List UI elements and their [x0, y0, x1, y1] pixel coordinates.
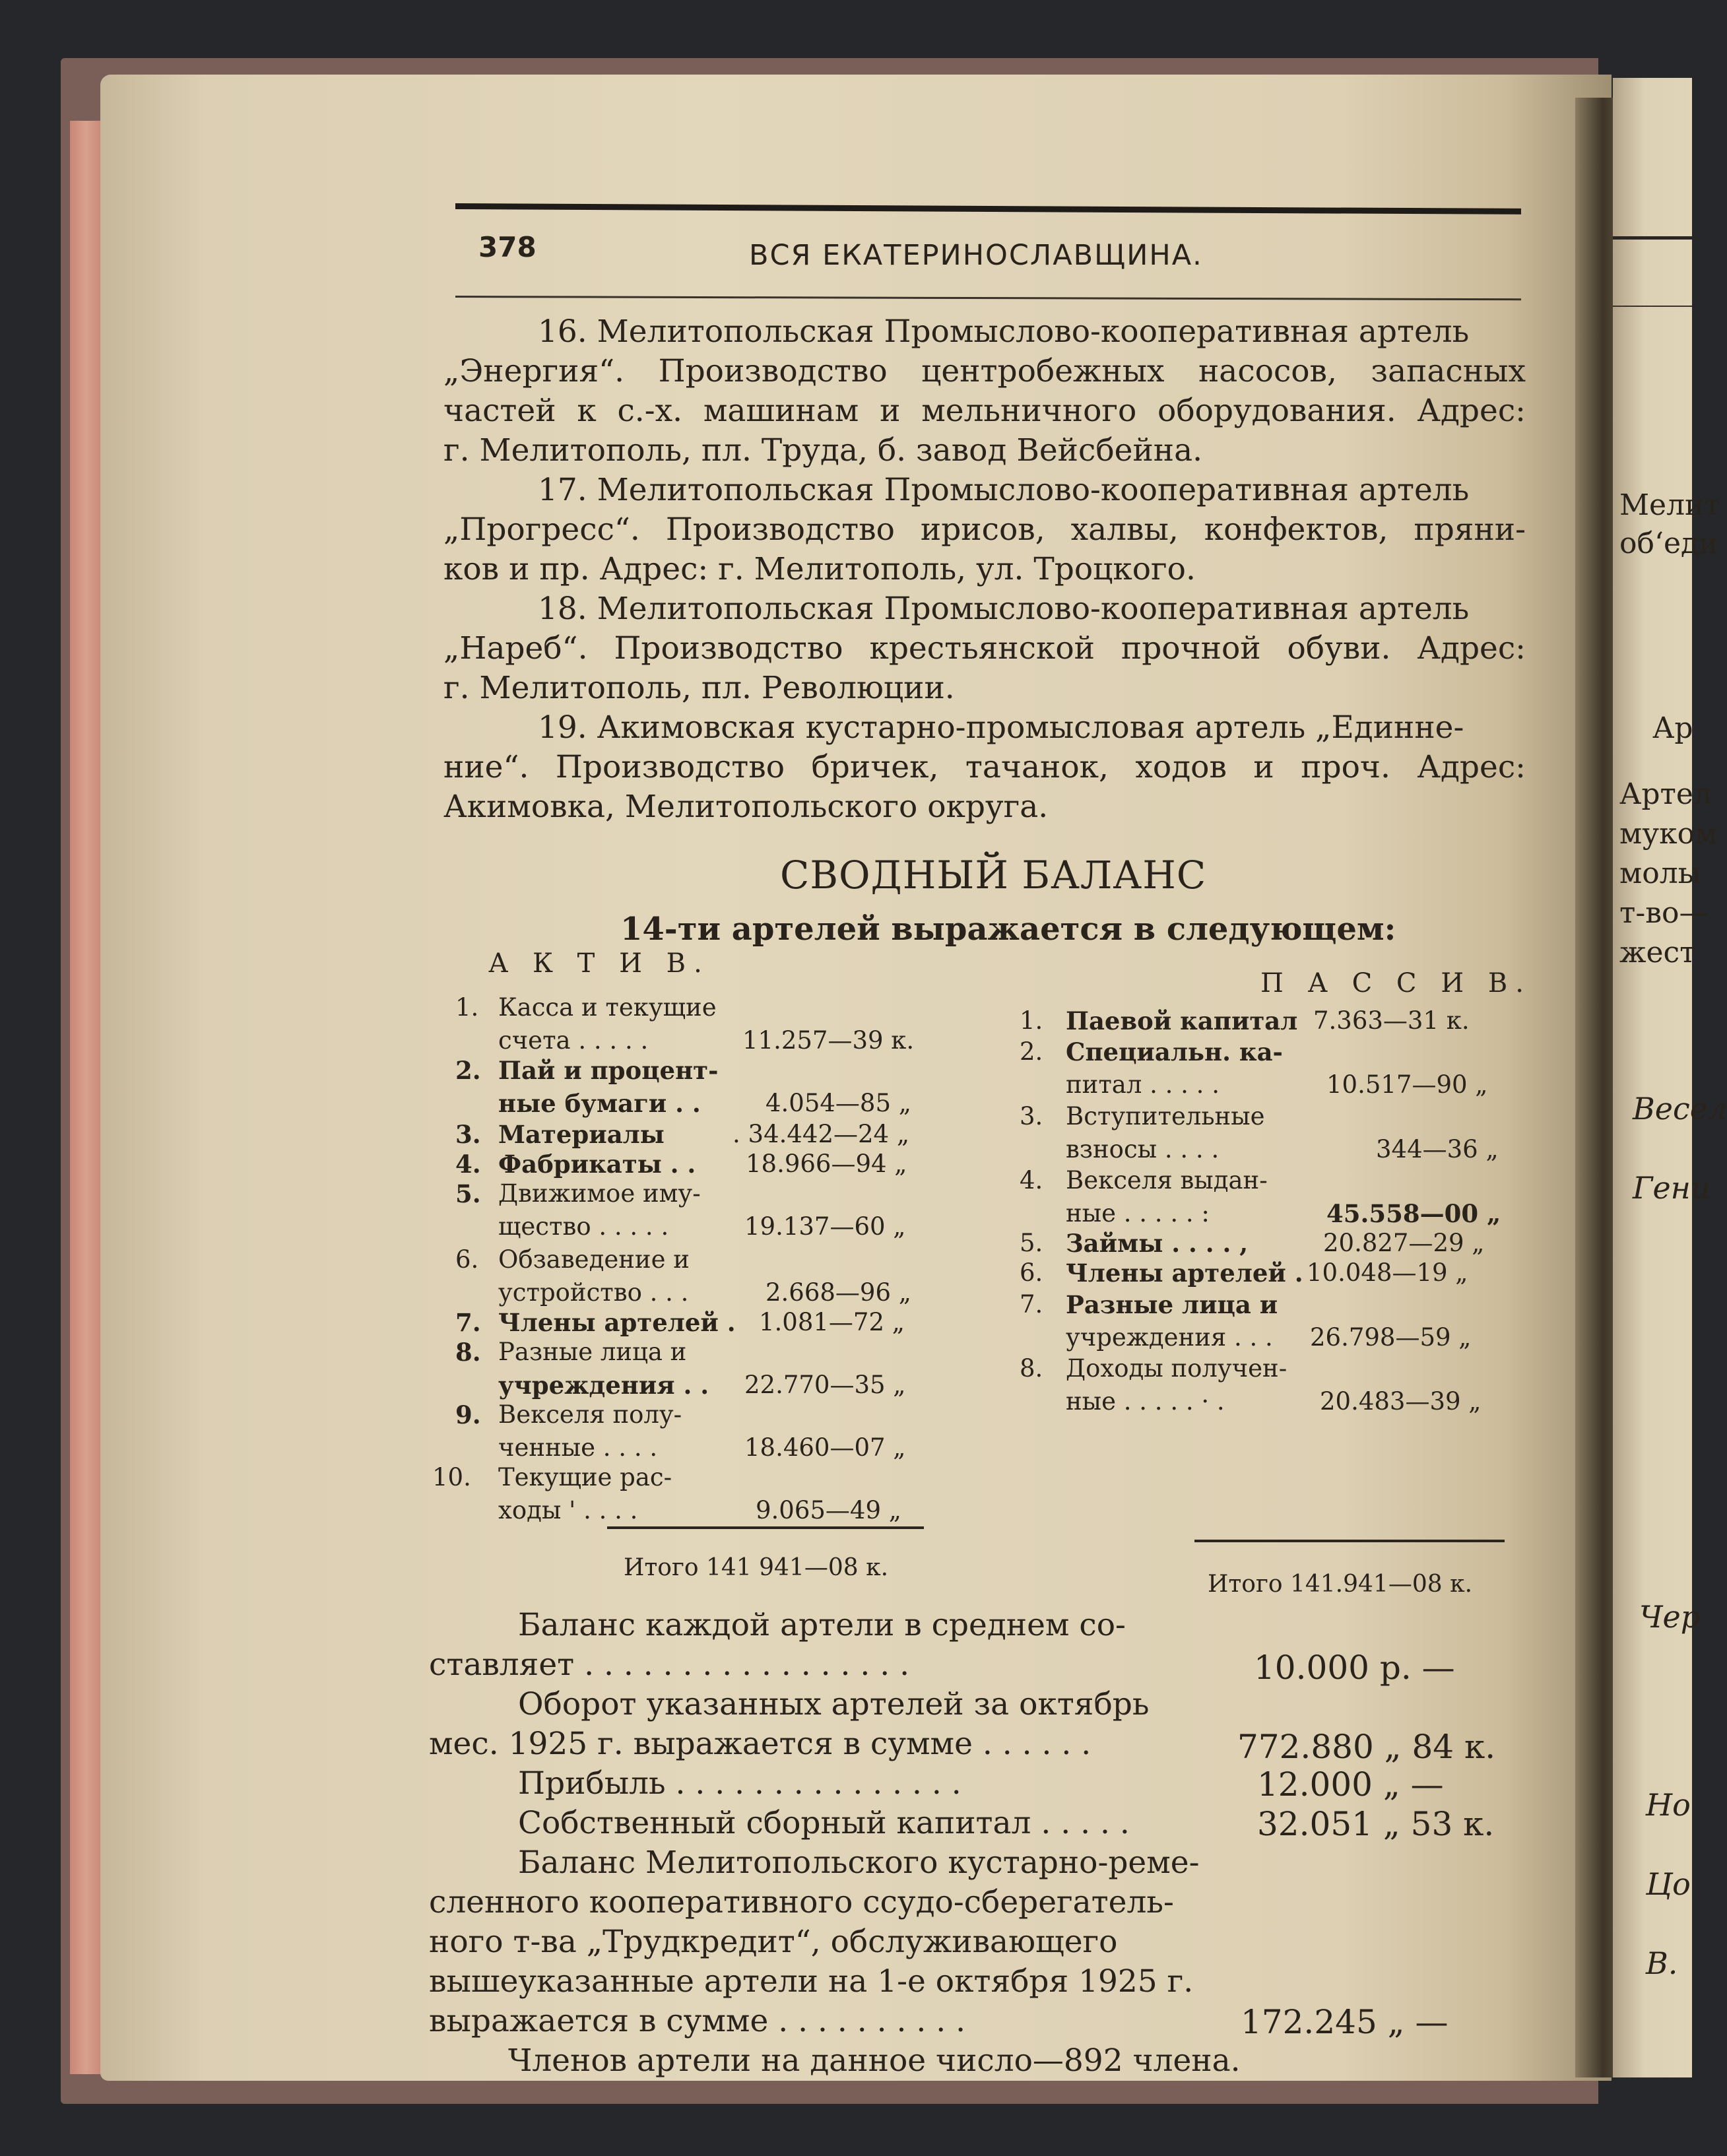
passiv-item-value: 7.363—31 к. [1313, 1006, 1470, 1035]
passiv-item-label: учреждения . . . [1066, 1323, 1273, 1352]
passiv-item-label: Займы . . . . , [1066, 1229, 1249, 1258]
summary-line: ставляет . . . . . . . . . . . . . . . . . [429, 1647, 910, 1683]
text-line: ков и пр. Адрес: г. Мелитополь, ул. Троцкого. [443, 551, 1196, 587]
text-line: „Энергия“. Производство центробежных насосов, запасных [443, 353, 1526, 389]
text-line: г. Мелитополь, пл. Революции. [443, 670, 955, 706]
summary-line: Собственный сборный капитал . . . . . [518, 1805, 1130, 1841]
text-line: 19. Акимовская кустарно-промысловая артель „Единне- [538, 709, 1464, 746]
passiv-item-value: 20.483—39 „ [1320, 1387, 1482, 1416]
right-page-italic: Гени [1633, 1170, 1711, 1206]
summary-line: Прибыль . . . . . . . . . . . . . . . [518, 1765, 961, 1802]
aktiv-item-value: 22.770—35 „ [744, 1371, 906, 1399]
summary-value: 172.245 „ — [1241, 2003, 1449, 2041]
aktiv-item-number: 6. [455, 1245, 479, 1274]
passiv-item-label: Члены артелей . [1066, 1258, 1303, 1288]
aktiv-item-number: 8. [455, 1338, 481, 1367]
text-line: „Прогресс“. Производство ирисов, халвы, конфектов, пряни- [443, 511, 1526, 548]
passiv-item-label: Доходы получен- [1066, 1354, 1287, 1383]
aktiv-item-value: 4.054—85 „ [766, 1089, 911, 1117]
summary-value: 772.880 „ 84 к. [1237, 1728, 1496, 1766]
passiv-item-value: 10.048—19 „ [1307, 1258, 1468, 1287]
passiv-item-label: Вступительные [1066, 1102, 1265, 1130]
aktiv-item-label: Текущие рас- [498, 1463, 672, 1491]
header-underline [455, 296, 1521, 300]
aktiv-item-label: учреждения . . [498, 1371, 709, 1400]
text-line: ние“. Производство бричек, тачанок, ходов и проч. Адрес: [443, 749, 1526, 785]
aktiv-item-label: ченные . . . . [498, 1433, 658, 1462]
aktiv-item-value: . 34.442—24 „ [733, 1120, 909, 1148]
passiv-item-label: Паевой капитал [1066, 1006, 1298, 1035]
passiv-heading: П А С С И В. [1260, 968, 1532, 998]
passiv-item-value: 20.827—29 „ [1323, 1229, 1485, 1257]
passiv-total: Итого 141.941—08 к. [1208, 1571, 1473, 1598]
summary-value: 32.051 „ 53 к. [1257, 1805, 1495, 1843]
right-page-line: об‘еди [1619, 527, 1718, 560]
passiv-item-value: 45.558—00 „ [1326, 1199, 1501, 1228]
passiv-item-number: 4. [1020, 1166, 1043, 1194]
passiv-item-value: 10.517—90 „ [1326, 1070, 1488, 1099]
aktiv-item-label: Члены артелей . [498, 1308, 736, 1337]
balance-title: СВОДНЫЙ БАЛАНС [780, 853, 1207, 898]
passiv-item-number: 5. [1020, 1229, 1043, 1257]
aktiv-item-label: Фабрикаты . . [498, 1150, 696, 1179]
summary-line: ного т-ва „Трудкредит“, обслуживающего [429, 1924, 1118, 1960]
passiv-item-number: 1. [1020, 1006, 1043, 1035]
page-number: 378 [478, 231, 537, 263]
summary-value: 10.000 р. — [1254, 1649, 1455, 1687]
aktiv-sum-rule [607, 1526, 924, 1529]
aktiv-item-label: устройство . . . [498, 1278, 689, 1307]
aktiv-item-label: Материалы [498, 1120, 665, 1149]
right-page-line: жест [1619, 936, 1696, 969]
aktiv-item-number: 2. [455, 1056, 481, 1085]
text-line: частей к с.-х. машинам и мельничного оборудования. Адрес: [443, 393, 1526, 429]
aktiv-item-label: Движимое иму- [498, 1179, 701, 1208]
aktiv-item-value: 19.137—60 „ [744, 1212, 906, 1241]
text-line: 18. Мелитопольская Промыслово-кооперативная артель [538, 591, 1470, 627]
aktiv-item-value: 18.460—07 „ [744, 1433, 906, 1462]
passiv-item-label: Специальн. ка- [1066, 1037, 1283, 1066]
text-line: „Нареб“. Производство крестьянской прочной обуви. Адрес: [443, 630, 1526, 667]
summary-line: вышеуказанные артели на 1-е октября 1925 г. [429, 1963, 1194, 2000]
summary-line: сленного кооперативного ссудо-сберегатель- [429, 1884, 1174, 1920]
summary-line: Оборот указанных артелей за октябрь [518, 1686, 1150, 1722]
aktiv-item-label: Обзаведение и [498, 1245, 690, 1274]
right-page-line: Ар [1652, 711, 1693, 745]
aktiv-item-label: Пай и процент- [498, 1056, 719, 1085]
aktiv-item-number: 4. [455, 1150, 481, 1179]
right-page-italic: Но [1646, 1787, 1691, 1823]
aktiv-item-label: ные бумаги . . [498, 1089, 701, 1118]
summary-line: Баланс Мелитопольского кустарно-реме- [518, 1845, 1200, 1881]
text-line: г. Мелитополь, пл. Труда, б. завод Вейсбейна. [443, 432, 1203, 469]
aktiv-total: Итого 141 941—08 к. [624, 1554, 889, 1581]
passiv-item-number: 7. [1020, 1290, 1043, 1319]
aktiv-item-number: 1. [455, 993, 479, 1022]
passiv-item-label: ные . . . . . · . [1066, 1387, 1225, 1416]
aktiv-item-label: щество . . . . . [498, 1212, 669, 1241]
aktiv-item-label: счета . . . . . [498, 1026, 649, 1055]
header-rule [455, 203, 1521, 214]
aktiv-item-value: 18.966—94 „ [746, 1150, 907, 1178]
passiv-item-number: 6. [1020, 1258, 1043, 1287]
summary-line: Баланс каждой артели в среднем со- [518, 1607, 1126, 1643]
text-line: 17. Мелитопольская Промыслово-кооперативная артель [538, 472, 1470, 508]
text-line: 16. Мелитопольская Промыслово-кооперативная артель [538, 313, 1470, 350]
aktiv-item-number: 7. [455, 1308, 481, 1337]
text-line: Акимовка, Мелитопольского округа. [443, 789, 1049, 825]
aktiv-item-label: ходы ' . . . . [498, 1496, 638, 1524]
right-page-line: молы [1619, 857, 1701, 890]
aktiv-item-label: Векселя полу- [498, 1400, 682, 1429]
aktiv-item-value: 11.257—39 к. [742, 1026, 915, 1055]
running-title: ВСЯ ЕКАТЕРИНОСЛАВЩИНА. [749, 239, 1203, 272]
aktiv-item-value: 2.668—96 „ [766, 1278, 911, 1307]
passiv-item-label: Разные лица и [1066, 1290, 1278, 1319]
aktiv-item-number: 9. [455, 1400, 481, 1429]
right-page-italic: Цо [1646, 1866, 1691, 1902]
right-page-line: Артел [1619, 777, 1712, 811]
passiv-item-label: питал . . . . . [1066, 1070, 1220, 1099]
aktiv-item-label: Касса и текущие [498, 993, 717, 1022]
aktiv-item-label: Разные лица и [498, 1338, 687, 1366]
right-page-line: Мелит [1619, 488, 1720, 522]
right-page-italic: В. [1646, 1945, 1678, 1981]
aktiv-item-number: 10. [432, 1463, 471, 1491]
aktiv-item-number: 5. [455, 1179, 481, 1208]
summary-line: мес. 1925 г. выражается в сумме . . . . . . [429, 1726, 1092, 1762]
aktiv-item-number: 3. [455, 1120, 481, 1149]
right-page-line: муком [1619, 817, 1718, 851]
passiv-item-number: 2. [1020, 1037, 1043, 1066]
aktiv-heading: А К Т И В. [488, 948, 710, 979]
right-page-line: т-во— [1619, 896, 1709, 930]
passiv-item-value: 26.798—59 „ [1310, 1323, 1472, 1352]
summary-value: 12.000 „ — [1257, 1765, 1444, 1804]
right-page-italic: Чер [1639, 1599, 1701, 1635]
summary-line: выражается в сумме . . . . . . . . . . [429, 2003, 966, 2039]
aktiv-item-value: 9.065—49 „ [756, 1496, 901, 1524]
aktiv-item-value: 1.081—72 „ [759, 1308, 905, 1336]
summary-line: Членов артели на данное число—892 члена. [508, 2042, 1241, 2079]
passiv-item-label: взносы . . . . [1066, 1135, 1220, 1163]
balance-subtitle: 14-ти артелей выражается в следующем: [620, 911, 1396, 948]
passiv-item-number: 3. [1020, 1102, 1043, 1130]
passiv-item-label: Векселя выдан- [1066, 1166, 1268, 1194]
passiv-item-label: ные . . . . . : [1066, 1199, 1210, 1227]
passiv-item-number: 8. [1020, 1354, 1043, 1383]
passiv-item-value: 344—36 „ [1376, 1135, 1499, 1163]
passiv-sum-rule [1194, 1540, 1505, 1542]
right-page-italic: Весел [1633, 1091, 1727, 1127]
